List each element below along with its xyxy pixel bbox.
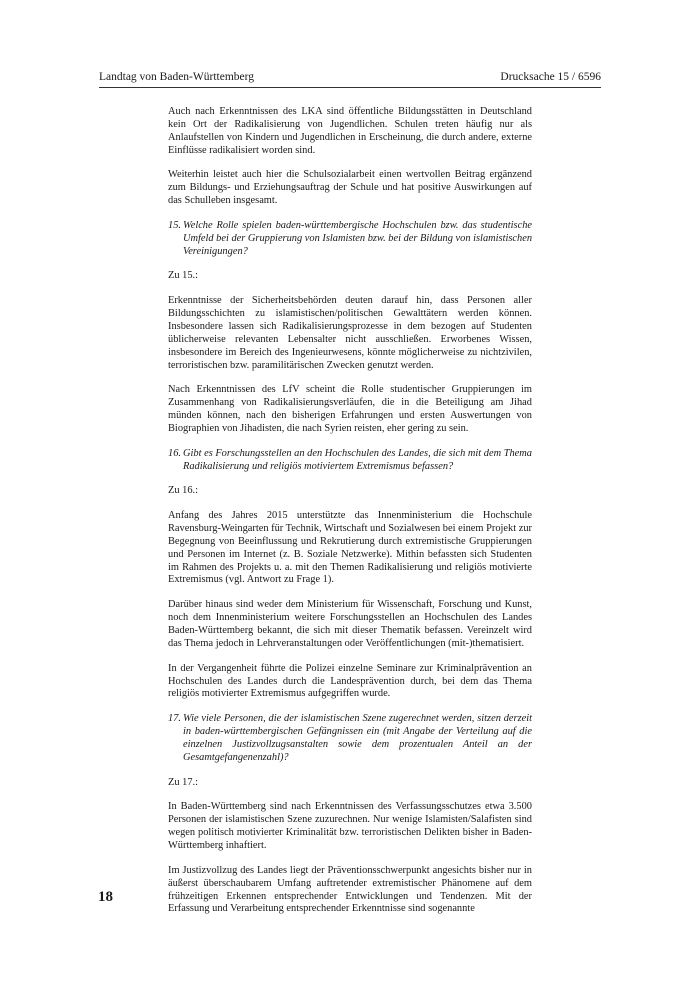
question-number: 15.	[168, 219, 181, 231]
question-number: 17.	[168, 713, 181, 725]
running-header	[99, 70, 601, 88]
answer-heading: Zu 16.:	[168, 485, 199, 497]
header-document-number: Drucksache 15 / 6596	[500, 71, 601, 83]
answer-heading: Zu 17.:	[168, 776, 199, 788]
paragraph: Anfang des Jahres 2015 unterstützte das Innenministerium die Hochschule Ravensburg-Weingarten für Technik, Wirtschaft und Sozialwesen bei einem Projekt zur Begegnung von Beeinflussung und Rekrutierung durch extremistische Gruppierungen und Personen im Internet (z. B. Soziale Netzwerke). Mithin befassten sich Studenten im Rahmen des Projekts u. a. mit den Themen Radikalisierung und religiös motivierte Extremismus (vgl. Antwort zu Frage 1).	[168, 510, 532, 586]
question-text: Wie viele Personen, die der islamistischen Szene zugerechnet werden, sitzen derzeit in baden-württembergischen Gefängnissen ein (mit Angabe der Verteilung auf die einzelnen Justizvollzugsanstalten sowie dem prozentualen Anteil an der Gesamtgefangenenzahl)?	[183, 713, 532, 763]
question-16	[168, 448, 532, 474]
paragraph: Auch nach Erkenntnissen des LKA sind öffentliche Bildungsstätten in Deutschland kein Ort der Radikalisierung von Jugendlichen. Schulen treten häufig nur als Anlaufstellen von Kindern und Jugendlichen in Erscheinung, die durch andere, externe Einflüsse radikalisiert worden sind.	[168, 106, 532, 156]
question-17	[168, 713, 532, 764]
page-number: 18	[98, 889, 113, 905]
header-title: Landtag von Baden-Württemberg	[99, 71, 254, 83]
paragraph: Erkenntnisse der Sicherheitsbehörden deuten darauf hin, dass Personen aller Bildungsschichten zu islamistischen/politischen Gewalttätern werden können. Insbesondere lassen sich Radikalisierungsprozesse in dem bezogen auf Studenten üblicherweise relevanten Lebensalter nicht ausschließen. Erworbenes Wissen, insbesondere im Bereich des Ingenieurwesens, könnte möglicherweise zu nichtzivilen, terroristischen bzw. paramilitärischen Zwecken genutzt werden.	[168, 295, 532, 371]
question-number: 16.	[168, 447, 181, 459]
paragraph: Darüber hinaus sind weder dem Ministerium für Wissenschaft, Forschung und Kunst, noch dem Innenministerium weitere Forschungsstellen an Hochschulen des Landes Baden-Württemberg bekannt, die sich mit dieser Thematik befassen. Vereinzelt wird das Thema jedoch in Lehrveranstaltungen oder Veröffentlichungen (mit-)thematisiert.	[168, 599, 532, 649]
question-text: Gibt es Forschungsstellen an den Hochschulen des Landes, die sich mit dem Thema Radikalisierung und religiös motiviertem Extremismus befassen?	[183, 447, 532, 472]
paragraph: Nach Erkenntnissen des LfV scheint die Rolle studentischer Gruppierungen im Zusammenhang von Radikalisierungsverläufen, die in die Beteiligung am Jihad münden können, nach den bisherigen Erfahrungen und ersten Auswertungen von Biographien von Jihadisten, die nach Syrien reisten, eher gering zu sein.	[168, 384, 532, 434]
answer-heading: Zu 15.:	[168, 270, 199, 282]
paragraph: Weiterhin leistet auch hier die Schulsozialarbeit einen wertvollen Beitrag ergänzend zum Bildungs- und Erziehungsauftrag der Schule und hat positive Auswirkungen auf das Schulleben insgesamt.	[168, 169, 532, 207]
header-rule	[99, 87, 601, 88]
question-15	[168, 220, 532, 259]
paragraph: In der Vergangenheit führte die Polizei einzelne Seminare zur Kriminalprävention an Hochschulen des Landes durch die Landesprävention durch, bei dem das Thema religiös motivierter Extremismus aufgegriffen wurde.	[168, 662, 532, 700]
paragraph: Im Justizvollzug des Landes liegt der Präventionsschwerpunkt angesichts bisher nur in äußerst überschaubarem Umfang auftretender extremistischer Phänomene auf dem frühzeitigen Erkennen entsprechender Entwicklungen und Tendenzen. Mit der Erfassung und Verarbeitung entsprechender Erkenntnisse sind sogenannte	[168, 864, 532, 915]
paragraph: In Baden-Württemberg sind nach Erkenntnissen des Verfassungsschutzes etwa 3.500 Personen der islamistischen Szene zuzurechnen. Nur wenige Islamisten/Salafisten sind wegen politisch motivierter Kriminalität bzw. terroristischen Delikten bisher in Baden-Württemberg inhaftiert.	[168, 801, 532, 851]
body-text	[168, 106, 532, 928]
question-text: Welche Rolle spielen baden-württembergische Hochschulen bzw. das studentische Umfeld bei der Gruppierung von Islamisten bzw. bei der Bildung von islamistischen Vereinigungen?	[183, 219, 533, 257]
